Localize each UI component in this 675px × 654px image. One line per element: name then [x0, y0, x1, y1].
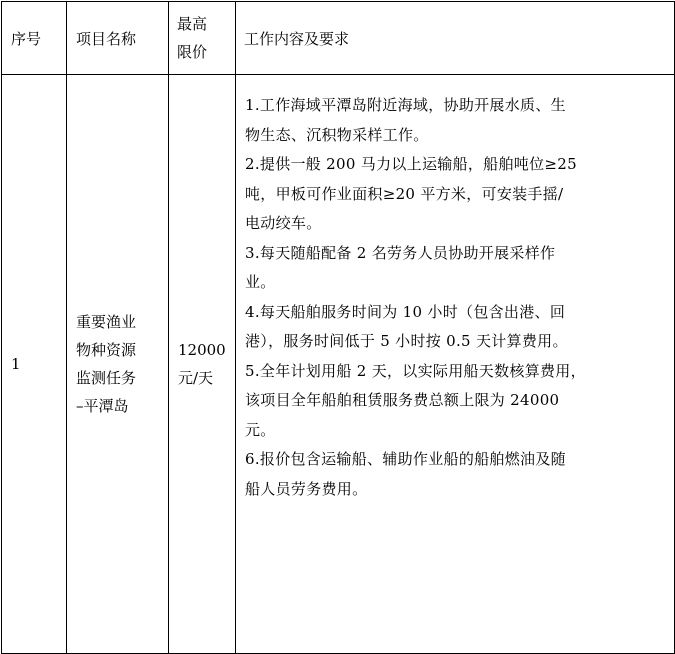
requirement-line: 5.全年计划用船 2 天，以实际用船天数核算费用，	[245, 361, 586, 380]
row-name-line-2: 物种资源	[76, 341, 137, 359]
requirement-item-2	[245, 150, 668, 239]
row-price-line-2: 元/天	[178, 369, 214, 387]
header-seq: 序号	[2, 2, 67, 75]
requirement-line: 业。	[245, 273, 276, 291]
header-requirements: 工作内容及要求	[236, 2, 675, 75]
project-table	[1, 1, 675, 654]
requirement-item-6	[245, 445, 668, 504]
requirement-item-5	[245, 357, 668, 446]
requirement-line: 该项目全年船舶租赁服务费总额上限为 24000	[245, 391, 560, 409]
row-name-line-3: 监测任务	[76, 369, 137, 387]
header-name: 项目名称	[67, 2, 169, 75]
row-requirements	[236, 75, 675, 654]
requirement-item-4	[245, 298, 668, 357]
requirement-item-3	[245, 239, 668, 298]
requirement-line: 电动绞车。	[245, 214, 322, 232]
row-name-line-4: –平潭岛	[76, 397, 129, 415]
requirement-line: 吨，甲板可作业面积≥20 平方米，可安装手摇/	[245, 184, 564, 203]
header-price-line-1: 最高	[177, 15, 208, 33]
header-price-line-2: 限价	[177, 43, 208, 61]
table-row	[2, 75, 675, 654]
requirement-line: 物生态、沉积物采样工作。	[245, 125, 429, 144]
table-header-row	[2, 2, 675, 75]
row-price-line-1: 12000	[178, 341, 226, 359]
row-name	[67, 75, 169, 654]
requirement-line: 4.每天船舶服务时间为 10 小时（包含出港、回	[245, 302, 566, 321]
requirement-line: 1.工作海域平潭岛附近海域，协助开展水质、生	[245, 96, 566, 114]
requirement-line: 元。	[245, 420, 276, 439]
header-price	[169, 2, 236, 75]
requirement-line: 船人员劳务费用。	[245, 479, 368, 498]
requirement-line: 2.提供一般 200 马力以上运输船，船舶吨位≥25	[245, 155, 577, 173]
requirement-line: 3.每天随船配备 2 名劳务人员协助开展采样作	[245, 243, 556, 262]
requirement-line: 港），服务时间低于 5 小时按 0.5 天计算费用。	[245, 332, 568, 350]
requirement-line: 6.报价包含运输船、辅助作业船的船舶燃油及随	[245, 450, 566, 468]
row-name-line-1: 重要渔业	[76, 313, 137, 331]
row-price	[169, 75, 236, 654]
requirement-item-1	[245, 91, 668, 150]
row-seq: 1	[2, 75, 67, 654]
